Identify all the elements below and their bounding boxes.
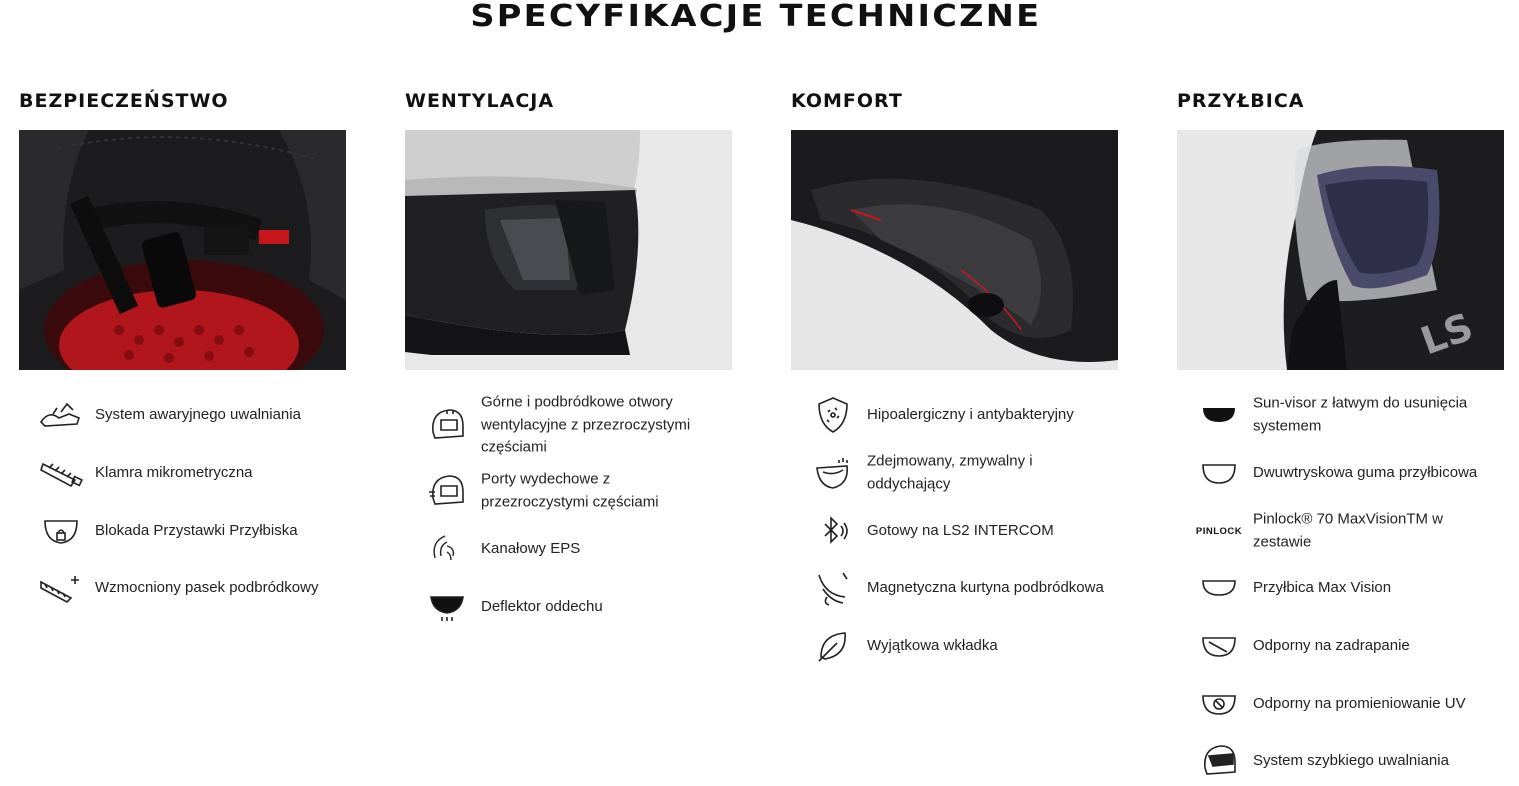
- magnetic-curtain-icon: [809, 568, 857, 608]
- ventilation-helmet-photo: [405, 130, 732, 370]
- visor-quick-release-icon: [1195, 741, 1243, 781]
- liner-leaf-icon: [809, 626, 857, 666]
- feature-label: Odporny na promieniowanie UV: [1253, 694, 1466, 712]
- feature-item: [1195, 506, 1505, 556]
- channeled-eps-icon: [423, 529, 471, 569]
- visor-lock-icon: [37, 511, 85, 551]
- feature-item: [1195, 736, 1505, 786]
- micrometric-buckle-icon: [37, 453, 85, 493]
- visor-helmet-photo: [1177, 130, 1504, 370]
- feature-label: Pinlock® 70 MaxVisionTM w zestawie: [1253, 510, 1444, 550]
- feature-label: Górne i podbródkowe otwory wentylacyjne z przezroczystymi częściami: [481, 393, 691, 456]
- max-vision-visor-icon: [1195, 568, 1243, 608]
- feature-label: Hipoalergiczny i antybakteryjny: [867, 405, 1074, 423]
- feature-item: [423, 393, 733, 456]
- pinlock-logo-text: PINLOCK: [1195, 525, 1243, 537]
- feature-label: Porty wydechowe z przezroczystymi częściami: [481, 470, 659, 510]
- comfort-helmet-liner-photo: [791, 130, 1118, 370]
- bluetooth-intercom-icon: [809, 511, 857, 551]
- feature-item: [37, 448, 347, 498]
- feature-label: Magnetyczna kurtyna podbródkowa: [867, 578, 1104, 596]
- feature-label: Sun-visor z łatwym do usunięcia systemem: [1253, 394, 1468, 434]
- feature-label: Blokada Przystawki Przyłbiska: [95, 521, 298, 539]
- helmet-exhaust-icon: [423, 471, 471, 511]
- safety-helmet-interior-photo: [19, 130, 346, 370]
- feature-item: [1195, 390, 1505, 440]
- feature-item: [1195, 448, 1505, 498]
- hypoallergenic-shield-icon: [809, 395, 857, 435]
- feature-label: System awaryjnego uwalniania: [95, 405, 301, 423]
- scratch-resistant-icon: [1195, 626, 1243, 666]
- feature-item: [809, 390, 1119, 440]
- feature-label: Wzmocniony pasek podbródkowy: [95, 578, 319, 596]
- feature-item: [423, 466, 733, 516]
- quick-release-buckle-icon: [37, 395, 85, 435]
- feature-item: [37, 390, 347, 440]
- column-title-safety: BEZPIECZEŃSTWO: [19, 90, 229, 112]
- pinlock-logo: [1195, 511, 1243, 551]
- feature-label: Wyjątkowa wkładka: [867, 636, 998, 654]
- feature-item: [809, 621, 1119, 671]
- column-title-visor: PRZYŁBICA: [1177, 90, 1305, 112]
- reinforced-strap-icon: [37, 568, 85, 608]
- feature-item: [423, 524, 733, 574]
- column-title-ventilation: WENTYLACJA: [405, 90, 555, 112]
- feature-label: Dwuwtryskowa guma przyłbicowa: [1253, 463, 1478, 481]
- feature-label: System szybkiego uwalniania: [1253, 751, 1449, 769]
- feature-label: Przyłbica Max Vision: [1253, 578, 1392, 596]
- feature-label: Klamra mikrometryczna: [95, 463, 253, 481]
- feature-item: [37, 563, 347, 613]
- feature-item: [809, 563, 1119, 613]
- feature-label: Gotowy na LS2 INTERCOM: [867, 521, 1054, 539]
- page-title: SPECYFIKACJE TECHNICZNE: [470, 0, 1042, 34]
- feature-item: [809, 448, 1119, 498]
- feature-item: [1195, 621, 1505, 671]
- feature-label: Zdejmowany, zmywalny i oddychający: [867, 452, 1033, 492]
- feature-label: Deflektor oddechu: [481, 597, 603, 615]
- feature-item: [1195, 679, 1505, 729]
- sun-visor-icon: [1195, 395, 1243, 435]
- feature-item: [809, 506, 1119, 556]
- uv-resistant-icon: [1195, 684, 1243, 724]
- feature-item: [37, 506, 347, 556]
- feature-label: Odporny na zadrapanie: [1253, 636, 1410, 654]
- feature-item: [423, 582, 733, 632]
- helmet-vents-icon: [423, 405, 471, 445]
- visor-gasket-icon: [1195, 453, 1243, 493]
- breath-deflector-icon: [423, 587, 471, 627]
- svg-text:LS: LS: [1415, 304, 1479, 364]
- feature-item: [1195, 563, 1505, 613]
- feature-label: Kanałowy EPS: [481, 539, 581, 557]
- column-title-comfort: KOMFORT: [791, 90, 903, 112]
- washable-liner-icon: [809, 453, 857, 493]
